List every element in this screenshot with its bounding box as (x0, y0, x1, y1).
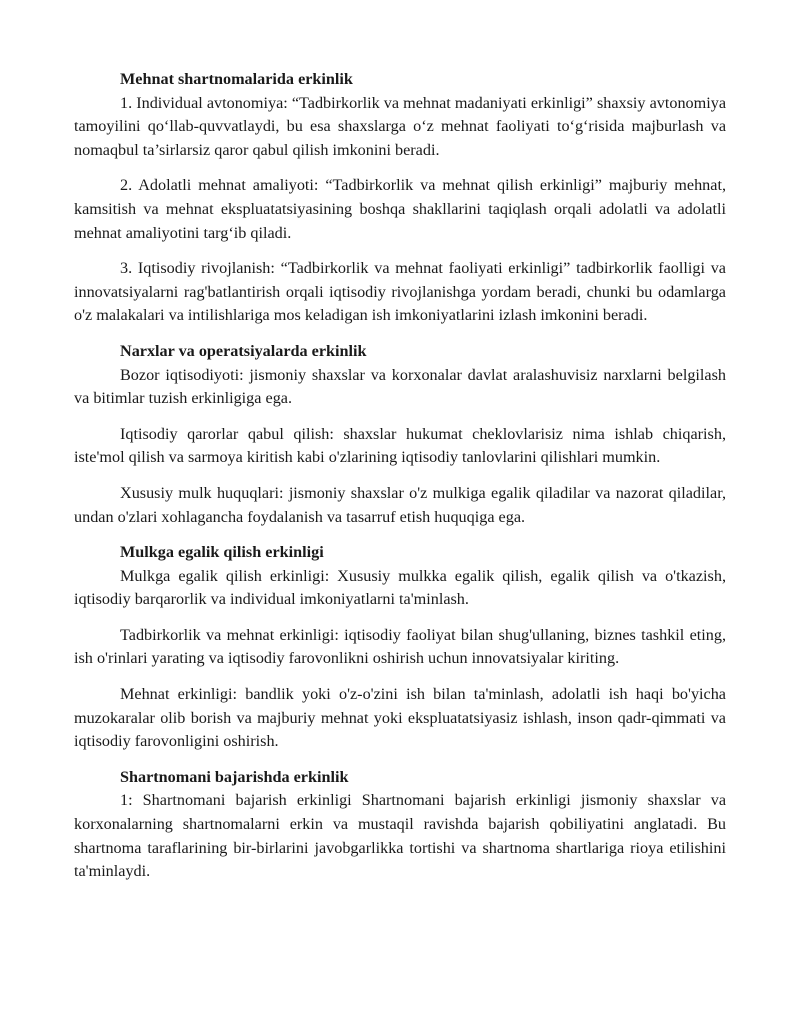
paragraph: Tadbirkorlik va mehnat erkinligi: iqtisodiy faoliyat bilan shug'ullaning, biznes tashkil eting, ish o'rinlari yarating va iqtisodiy farovonlikni oshirish uchun innovatsiyalar kiriting. (74, 625, 726, 668)
section-heading: Shartnomani bajarishda erkinlik (120, 767, 349, 786)
paragraph: 2. Adolatli mehnat amaliyoti: “Tadbirkorlik va mehnat qilish erkinligi” majburiy mehnat, kamsitish va mehnat ekspluatatsiyasining boshqa shakllarini taqiqlash orqali adolatli va adolatli mehnat amaliyotini targ‘ib qiladi. (74, 176, 726, 242)
section-contract-execution (74, 766, 726, 884)
paragraph: Mulkga egalik qilish erkinligi: Xususiy mulkka egalik qilish, egalik qilish va o'tkazish, iqtisodiy barqarorlik va individual imkoniyatlarni ta'minlash. (74, 566, 726, 609)
paragraph: Mehnat erkinligi: bandlik yoki o'z-o'zini ish bilan ta'minlash, adolatli ish haqi bo'yicha muzokaralar olib borish va majburiy mehnat yoki ekspluatatsiyasiz ishlash, inson qadr-qimmati va iqtisodiy farovonligini oshirish. (74, 685, 726, 751)
paragraph: 1. Individual avtonomiya: “Tadbirkorlik va mehnat madaniyati erkinligi” shaxsiy avtonomiya tamoyilini qo‘llab-quvvatlaydi, bu esa shaxslarga o‘z mehnat faoliyati to‘g‘risida majburlash va nomaqbul ta’sirlarsiz qaror qabul qilish imkonini beradi. (74, 93, 726, 159)
section-heading: Narxlar va operatsiyalarda erkinlik (120, 341, 367, 360)
paragraph: Bozor iqtisodiyoti: jismoniy shaxslar va korxonalar davlat aralashuvisiz narxlarni belgilash va bitimlar tuzish erkinligiga ega. (74, 365, 726, 408)
section-heading: Mehnat shartnomalarida erkinlik (120, 70, 353, 88)
section-property-ownership (74, 541, 726, 754)
section-prices-operations (74, 340, 726, 529)
document-page (74, 68, 726, 884)
section-employment-contracts (74, 68, 726, 328)
section-heading: Mulkga egalik qilish erkinligi (120, 543, 324, 562)
paragraph: Xususiy mulk huquqlari: jismoniy shaxslar o'z mulkiga egalik qiladilar va nazorat qiladilar, undan o'zlari xohlagancha foydalanish va tasarruf etish huquqiga ega. (74, 483, 726, 526)
paragraph: Iqtisodiy qarorlar qabul qilish: shaxslar hukumat cheklovlarisiz nima ishlab chiqarish, iste'mol qilish va sarmoya kiritish kabi o'zlarining iqtisodiy tanlovlarini qilishlari mumkin. (74, 424, 726, 467)
paragraph: 1: Shartnomani bajarish erkinligi Shartnomani bajarish erkinligi jismoniy shaxslar va korxonalarning shartnomalarni erkin va mustaqil ravishda bajarish qobiliyatini anglatadi. Bu shartnoma taraflarining bir-birlarini javobgarlikka tortishi va shartnoma shartlariga rioya etilishini ta'minlaydi. (74, 791, 726, 881)
paragraph: 3. Iqtisodiy rivojlanish: “Tadbirkorlik va mehnat faoliyati erkinligi” tadbirkorlik faolligi va innovatsiyalarni rag'batlantirish orqali iqtisodiy rivojlanishga yordam beradi, chunki bu odamlarga o'z malakalari va intilishlariga mos keladigan ish imkoniyatlarini izlash imkonini beradi. (74, 259, 726, 325)
